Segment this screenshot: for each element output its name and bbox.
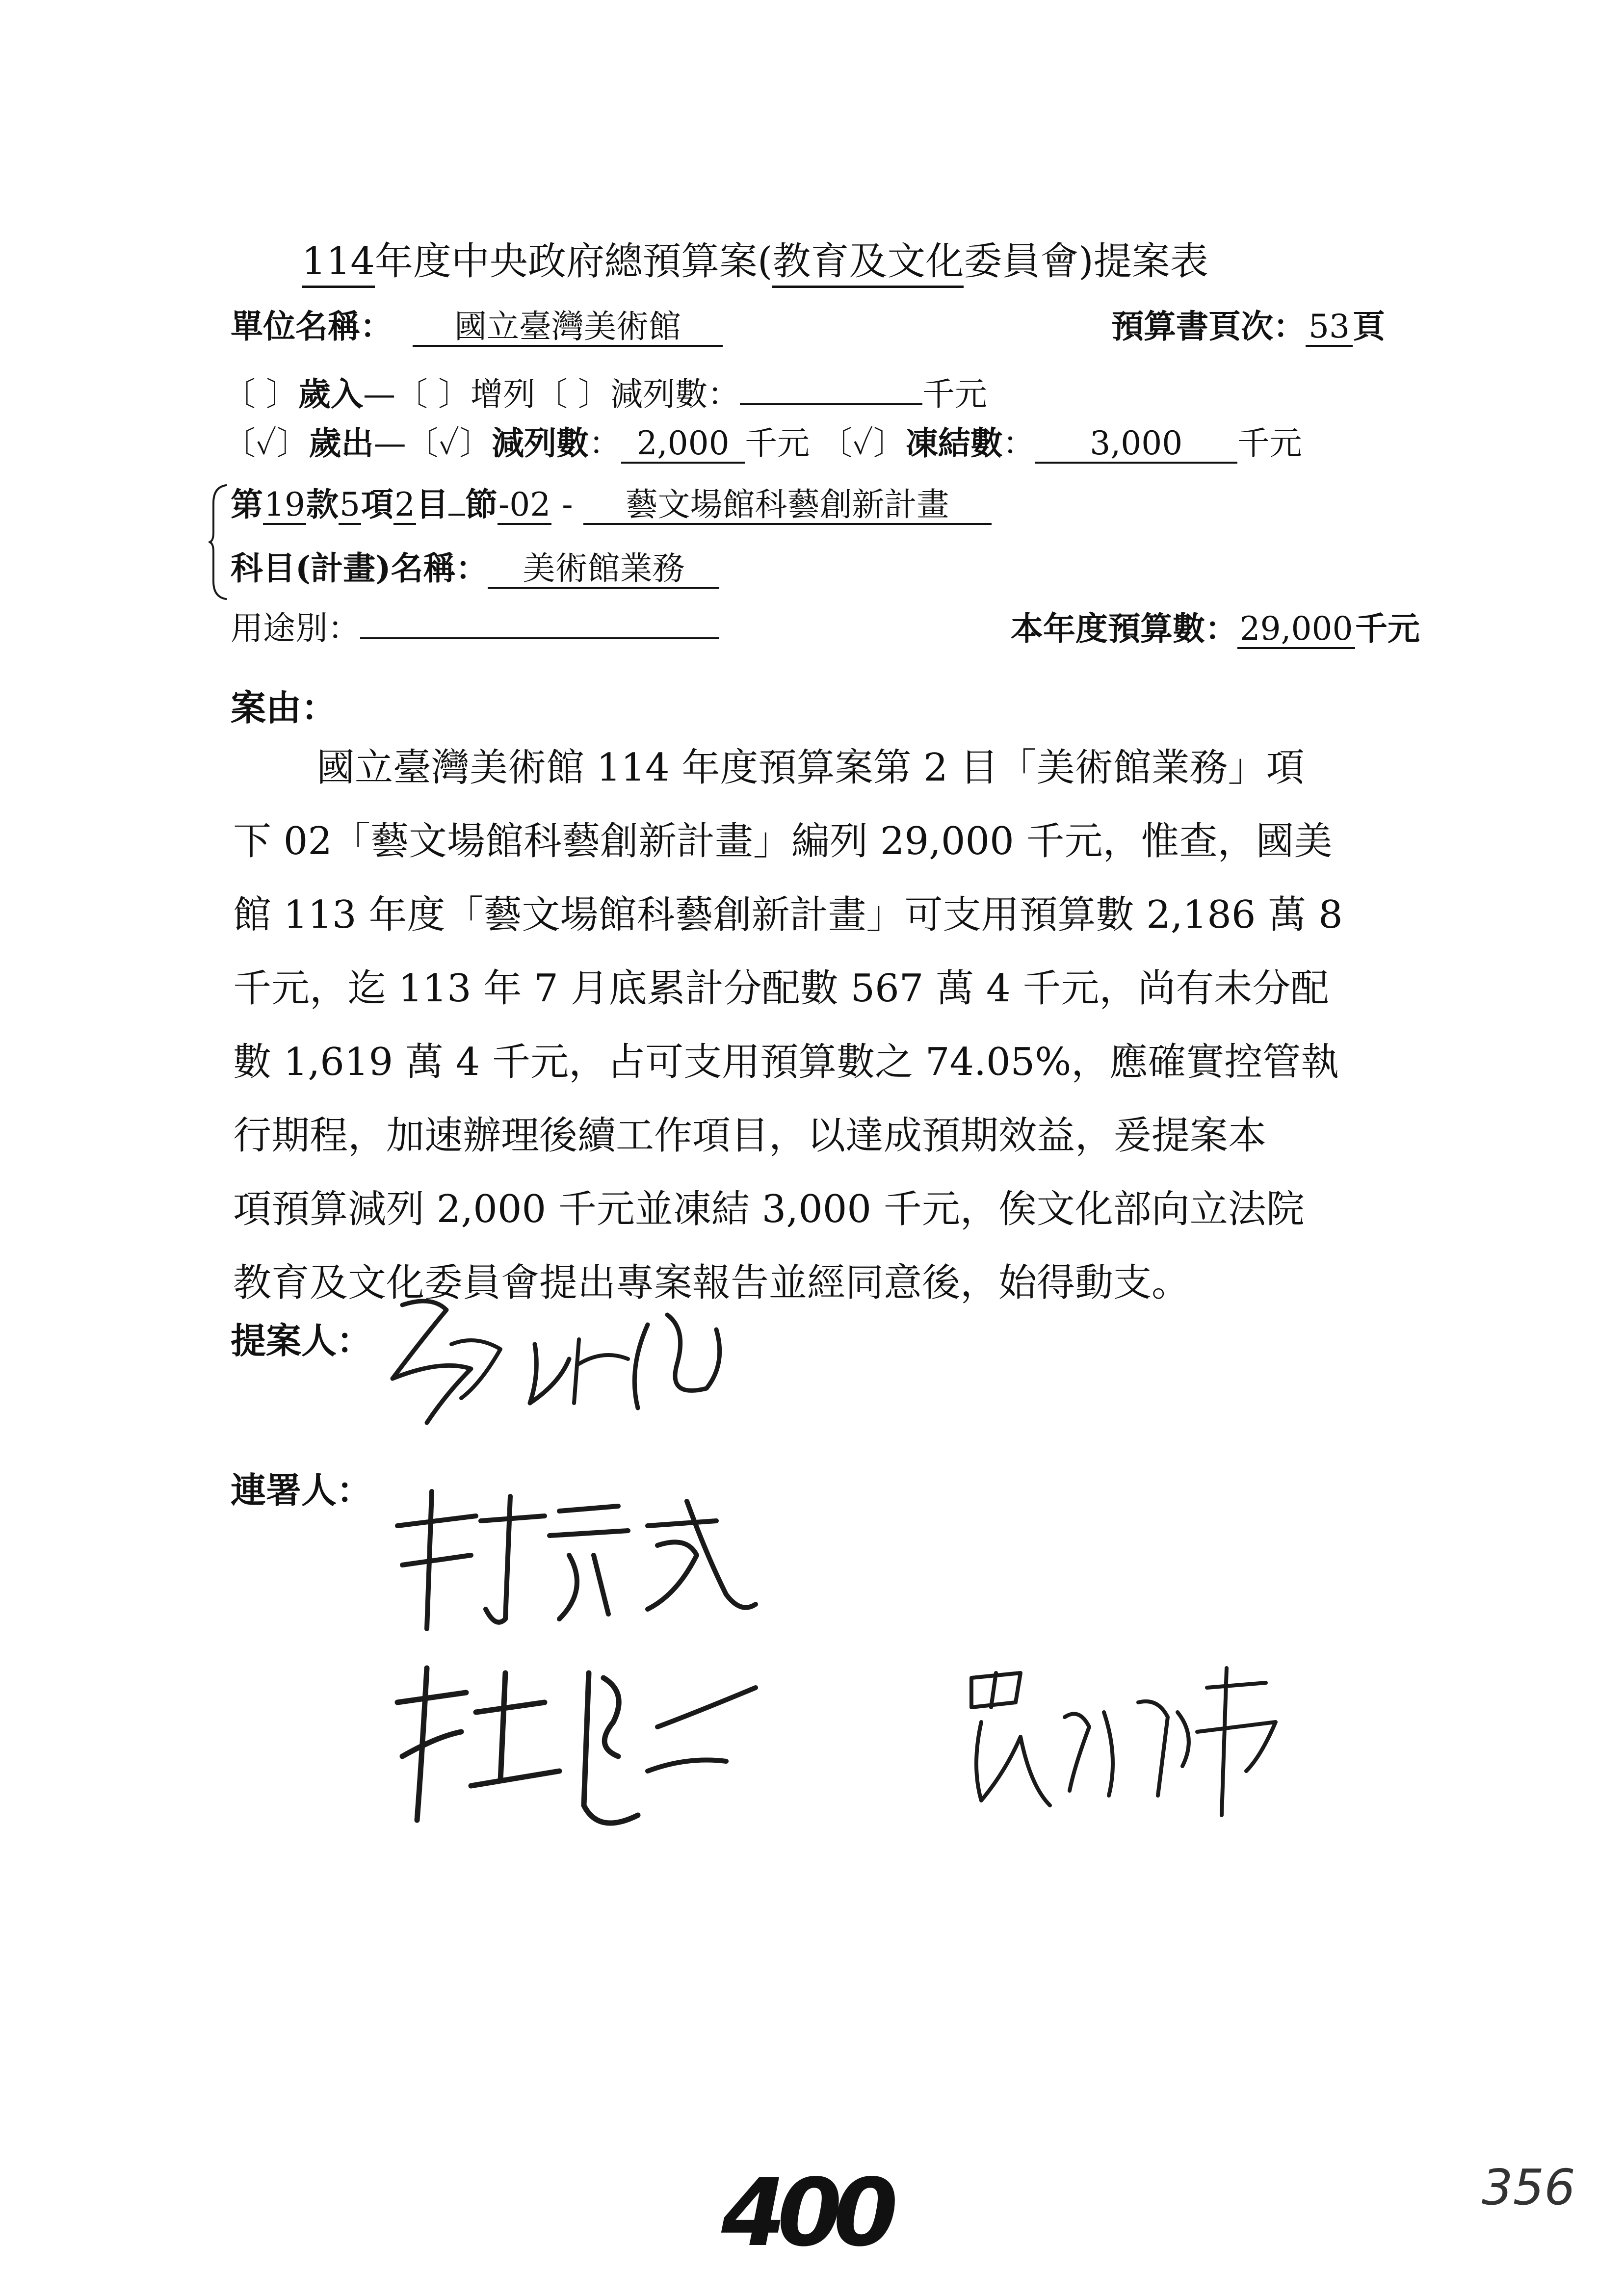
item-mu-label: 目 bbox=[416, 485, 448, 523]
item-kuan-label: 款 bbox=[306, 485, 339, 523]
reason-heading: 案由： bbox=[231, 687, 337, 729]
item-plan: 藝文場館科藝創新計畫 bbox=[583, 489, 992, 525]
cosigner-signature bbox=[952, 1658, 1295, 1845]
corner-number-handwritten: 356 bbox=[1482, 2159, 1575, 2216]
expenditure-colon: ： bbox=[589, 424, 622, 462]
expenditure-unit1: 千元 bbox=[745, 424, 810, 462]
budget-page-row bbox=[1111, 307, 1385, 347]
revenue-checkbox: 〔 〕 bbox=[223, 375, 298, 413]
usage-row bbox=[231, 609, 719, 647]
item-xiang: 5 bbox=[339, 489, 361, 525]
item-row bbox=[231, 485, 992, 525]
expenditure-unit2: 千元 bbox=[1237, 424, 1302, 462]
expenditure-freeze-checkbox: 〔✓〕 bbox=[820, 424, 906, 462]
revenue-label: 歲入 bbox=[298, 375, 363, 413]
usage-value bbox=[360, 635, 719, 639]
budget-page-suffix: 頁 bbox=[1352, 307, 1385, 345]
reason-line: 行期程，加速辦理後續工作項目，以達成預期效益，爰提案本 bbox=[233, 1114, 1267, 1158]
item-di: 第 bbox=[231, 485, 263, 523]
reason-paragraph bbox=[233, 731, 1440, 1320]
revenue-row bbox=[223, 375, 987, 413]
expenditure-colon2: ： bbox=[1002, 424, 1035, 462]
expenditure-decrease-checkbox: 〔✓〕 bbox=[406, 424, 492, 462]
brace-mark bbox=[209, 483, 228, 601]
proposer-signature bbox=[373, 1285, 775, 1442]
revenue-amount bbox=[740, 401, 922, 405]
item-code: -02 bbox=[498, 489, 551, 525]
expenditure-label: 歲出 bbox=[309, 424, 374, 462]
item-kuan: 19 bbox=[263, 489, 306, 525]
usage-label: 用途別： bbox=[231, 609, 360, 647]
revenue-dash: — bbox=[363, 375, 395, 413]
reason-line: 千元，迄 113 年 7 月底累計分配數 567 萬 4 千元，尚有未分配 bbox=[233, 966, 1329, 1011]
expenditure-decrease-label: 減列數 bbox=[492, 424, 589, 462]
revenue-decrease-checkbox: 〔 〕 bbox=[535, 375, 610, 413]
expenditure-row bbox=[223, 424, 1302, 464]
revenue-increase-label: 增列 bbox=[470, 375, 535, 413]
subject-row bbox=[231, 549, 719, 589]
item-xiang-label: 項 bbox=[361, 485, 393, 523]
expenditure-freeze-value: 3,000 bbox=[1035, 427, 1237, 464]
document-title bbox=[302, 231, 1208, 286]
title-text-b: 委員會)提案表 bbox=[964, 239, 1208, 284]
title-text-a: 年度中央政府總預算案( bbox=[374, 239, 773, 284]
cosigner-label: 連署人： bbox=[231, 1469, 372, 1511]
title-committee: 教育及文化 bbox=[772, 239, 964, 288]
reason-line: 館 113 年度「藝文場館科藝創新計畫」可支用預算數 2,186 萬 8 bbox=[233, 893, 1343, 937]
budget-page-value: 53 bbox=[1306, 311, 1353, 347]
reason-line: 數 1,619 萬 4 千元，占可支用預算數之 74.05%，應確實控管執 bbox=[233, 1040, 1339, 1084]
annual-budget-value: 29,000 bbox=[1237, 613, 1355, 649]
unit-row bbox=[231, 307, 723, 347]
revenue-decrease-label: 減列數： bbox=[610, 375, 740, 413]
revenue-increase-checkbox: 〔 〕 bbox=[395, 375, 471, 413]
expenditure-decrease-value: 2,000 bbox=[621, 427, 745, 464]
cosigner-signature bbox=[383, 1658, 864, 1874]
page-number-handwritten: 400 bbox=[721, 2159, 890, 2267]
reason-line: 教育及文化委員會提出專案報告並經同意後，始得動支。 bbox=[233, 1261, 1190, 1305]
reason-line: 下 02「藝文場館科藝創新計畫」編列 29,000 千元，惟查，國美 bbox=[233, 819, 1333, 863]
expenditure-freeze-label: 凍結數 bbox=[905, 424, 1003, 462]
item-mu: 2 bbox=[393, 489, 416, 525]
revenue-unit: 千元 bbox=[922, 375, 987, 413]
item-dash: - bbox=[551, 486, 583, 523]
subject-label: 科目(計畫)名稱： bbox=[231, 549, 488, 587]
proposer-label: 提案人： bbox=[231, 1320, 372, 1361]
unit-value: 國立臺灣美術館 bbox=[413, 311, 723, 347]
reason-line: 項預算減列 2,000 千元並凍結 3,000 千元，俟文化部向立法院 bbox=[233, 1187, 1305, 1231]
cosigner-signature bbox=[383, 1482, 775, 1644]
reason-line: 國立臺灣美術館 114 年度預算案第 2 目「美術館業務」項 bbox=[316, 746, 1305, 790]
item-jie-label: 節 bbox=[465, 485, 498, 523]
unit-label: 單位名稱： bbox=[231, 307, 393, 345]
subject-value: 美術館業務 bbox=[488, 552, 719, 589]
expenditure-checkbox: 〔✓〕 bbox=[223, 424, 309, 462]
annual-budget-row bbox=[1011, 609, 1420, 649]
title-year: 114 bbox=[302, 239, 375, 288]
expenditure-dash: — bbox=[373, 424, 406, 462]
annual-budget-label: 本年度預算數： bbox=[1011, 609, 1237, 648]
annual-budget-unit: 千元 bbox=[1355, 609, 1420, 648]
budget-page-label: 預算書頁次： bbox=[1111, 307, 1306, 345]
